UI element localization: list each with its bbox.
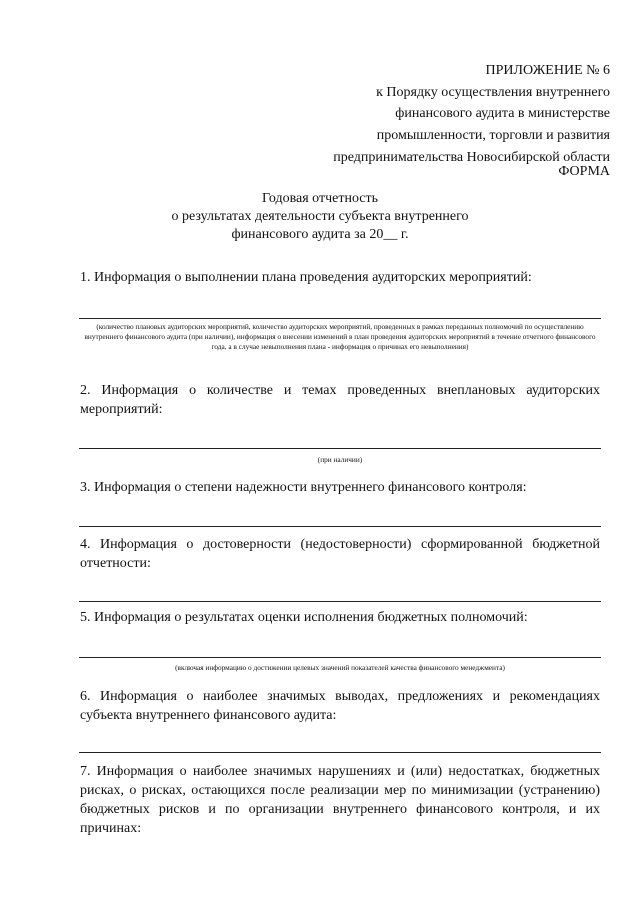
appendix-line: предпринимательства Новосибирской области xyxy=(333,149,610,165)
section-2-heading: 2. Информация о количестве и темах проведенных внеплановых аудиторских мероприятий: xyxy=(80,383,600,417)
section-2-note: (при наличии) xyxy=(317,455,363,464)
appendix-number: ПРИЛОЖЕНИЕ № 6 xyxy=(485,63,610,78)
document-title xyxy=(0,190,640,244)
title-line: финансового аудита за 20__ г. xyxy=(231,227,409,242)
section-2-answer-line[interactable] xyxy=(79,448,601,449)
appendix-line: к Порядку осуществления внутреннего xyxy=(376,84,610,100)
section-4-heading: 4. Информация о достоверности (недостоверности) сформированной бюджетной отчетности: xyxy=(80,537,600,571)
title-line: о результатах деятельности субъекта внутреннего xyxy=(171,209,469,224)
section-5-answer-line[interactable] xyxy=(79,657,601,658)
section-3-answer-line[interactable] xyxy=(79,526,601,527)
appendix-line: финансового аудита в министерстве xyxy=(395,106,610,122)
appendix-line: промышленности, торговли и развития xyxy=(376,128,610,144)
section-1-heading: 1. Информация о выполнении плана проведения аудиторских мероприятий: xyxy=(80,270,532,285)
section-1-note: (количество плановых аудиторских мероприятий, количество аудиторских мероприятий, проведенных в рамках переданных полномочий по осуществлению внутреннего финансового аудита (при наличии), информация о внесении изменений в план проведения аудиторских мероприятий в течение отчетного финансового года, а в случае невыполнения плана - информация о причинах его невыполнения) xyxy=(84,322,596,351)
appendix-header xyxy=(333,60,610,169)
form-label: ФОРМА xyxy=(558,164,610,179)
section-3-heading: 3. Информация о степени надежности внутреннего финансового контроля: xyxy=(80,480,527,495)
section-6-answer-line[interactable] xyxy=(79,752,601,753)
section-6-heading: 6. Информация о наиболее значимых выводах, предложениях и рекомендациях субъекта внутреннего финансового аудита: xyxy=(80,689,600,723)
section-5-heading: 5. Информация о результатах оценки исполнения бюджетных полномочий: xyxy=(80,610,528,625)
section-1-answer-line[interactable] xyxy=(79,318,601,319)
section-5-note: (включая информацию о достижении целевых значений показателей качества финансового менеджмента) xyxy=(175,663,505,672)
section-7-heading: 7. Информация о наиболее значимых нарушениях и (или) недостатках, бюджетных рисках, о рисках, остающихся после реализации мер по минимизации (устранению) бюджетных рисков и по организации внутреннего финансового контроля, и их причинах: xyxy=(80,764,600,836)
section-4-answer-line[interactable] xyxy=(79,601,601,602)
title-line: Годовая отчетность xyxy=(261,191,379,206)
